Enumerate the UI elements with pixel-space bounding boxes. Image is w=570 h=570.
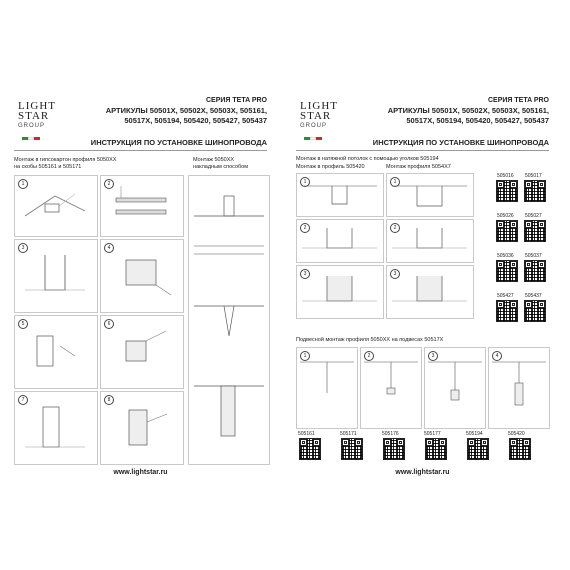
step-number: 2 [390,223,400,233]
step-number: 3 [428,351,438,361]
step-panel [296,347,358,429]
qr-code-icon[interactable] [497,261,517,281]
step-panel [100,175,184,237]
qr-label: 505420 [508,431,525,437]
section-stretch-title: Монтаж в натяжной потолок с помощью уголков 505194 [296,156,439,162]
step-panel [488,347,550,429]
qr-code-icon[interactable] [497,301,517,321]
step-panel [296,173,384,217]
lightstar-logo [18,101,56,129]
instruction-sheet-right [290,91,555,480]
step-number: 1 [300,177,310,187]
articles-line-2: 50517X, 505194, 505420, 505427, 505437 [124,116,267,125]
qr-label: 505017 [525,173,542,179]
qr-label: 505176 [382,431,399,437]
logo-line-star: STAR [300,110,332,122]
instruction-sheet-left [8,91,273,480]
articles-line-1: АРТИКУЛЫ 50501X, 50502X, 50503X, 505161, [105,106,267,115]
italy-flag-icon [304,137,322,140]
qr-code-icon[interactable] [510,439,530,459]
step-panel [100,391,184,465]
qr-label: 505037 [525,253,542,259]
step-number: 4 [492,351,502,361]
logo-line-light: LIGHT [300,100,338,112]
step-panel [386,219,474,263]
instruction-heading: ИНСТРУКЦИЯ ПО УСТАНОВКЕ ШИНОПРОВОДА [372,138,549,147]
step-panel [424,347,486,429]
qr-code-icon[interactable] [468,439,488,459]
step-panel [386,173,474,217]
qr-code-icon[interactable] [300,439,320,459]
series-title: СЕРИЯ TETA PRO [487,97,549,104]
step-panel [14,391,98,465]
header-divider [296,150,549,151]
qr-code-icon[interactable] [525,181,545,201]
qr-label: 505026 [497,213,514,219]
logo-group: GROUP [18,123,46,129]
qr-code-icon[interactable] [497,181,517,201]
qr-label: 505016 [497,173,514,179]
qr-code-icon[interactable] [497,221,517,241]
surface-mount-panel [188,175,270,465]
instruction-heading: ИНСТРУКЦИЯ ПО УСТАНОВКЕ ШИНОПРОВОДА [90,138,267,147]
section-drywall-line2: на скобы 505161 и 505171 [14,164,82,170]
header-divider [14,150,267,151]
step-number: 3 [18,243,28,253]
qr-code-icon[interactable] [384,439,404,459]
step-number: 3 [390,269,400,279]
qr-code-icon[interactable] [525,261,545,281]
section-surface-title [193,157,248,171]
step-panel [100,239,184,313]
step-number: 2 [300,223,310,233]
italy-flag-icon [22,137,40,140]
series-title: СЕРИЯ TETA PRO [205,97,267,104]
qr-label: 505194 [466,431,483,437]
step-number: 1 [18,179,28,189]
section-profile-a: Монтаж в профиль 505420 [296,164,365,170]
qr-label: 505427 [497,293,514,299]
qr-code-icon[interactable] [342,439,362,459]
step-number: 3 [300,269,310,279]
section-surface-line2: накладным способом [193,164,248,170]
logo-line-light: LIGHT [18,100,56,112]
qr-label: 505161 [298,431,315,437]
step-panel [14,239,98,313]
step-panel [360,347,422,429]
qr-label: 505177 [424,431,441,437]
logo-line-star: STAR [18,110,50,122]
step-panel [296,265,384,319]
logo-group: GROUP [300,123,328,129]
qr-label: 505437 [525,293,542,299]
qr-label: 505171 [340,431,357,437]
step-panel [296,219,384,263]
section-profile-b: Монтаж профиля 5054X7 [386,164,451,170]
articles-title [349,106,549,126]
step-number: 7 [18,395,28,405]
step-number: 2 [364,351,374,361]
step-number: 8 [104,395,114,405]
step-panel [14,315,98,389]
step-panel [386,265,474,319]
qr-code-icon[interactable] [426,439,446,459]
step-number: 4 [104,243,114,253]
step-panel [100,315,184,389]
section-drywall-line1: Монтаж в гипсокартон профиля 5050XX [14,157,117,163]
articles-line-2: 50517X, 505194, 505420, 505427, 505437 [406,116,549,125]
qr-code-icon[interactable] [525,301,545,321]
step-number: 1 [390,177,400,187]
section-surface-line1: Монтаж 5050XX [193,157,235,163]
website-link[interactable]: www.lightstar.ru [395,469,450,476]
step-panel [14,175,98,237]
articles-title [67,106,267,126]
section-drywall-title [14,157,116,171]
lightstar-logo [300,101,338,129]
step-number: 6 [104,319,114,329]
section-suspended-title: Подвесной монтаж профиля 5050XX на подвесах 50517X [296,337,444,343]
step-number: 1 [300,351,310,361]
step-number: 5 [18,319,28,329]
qr-label: 505036 [497,253,514,259]
qr-label: 505027 [525,213,542,219]
website-link[interactable]: www.lightstar.ru [113,469,168,476]
articles-line-1: АРТИКУЛЫ 50501X, 50502X, 50503X, 505161, [387,106,549,115]
qr-code-icon[interactable] [525,221,545,241]
step-number: 2 [104,179,114,189]
